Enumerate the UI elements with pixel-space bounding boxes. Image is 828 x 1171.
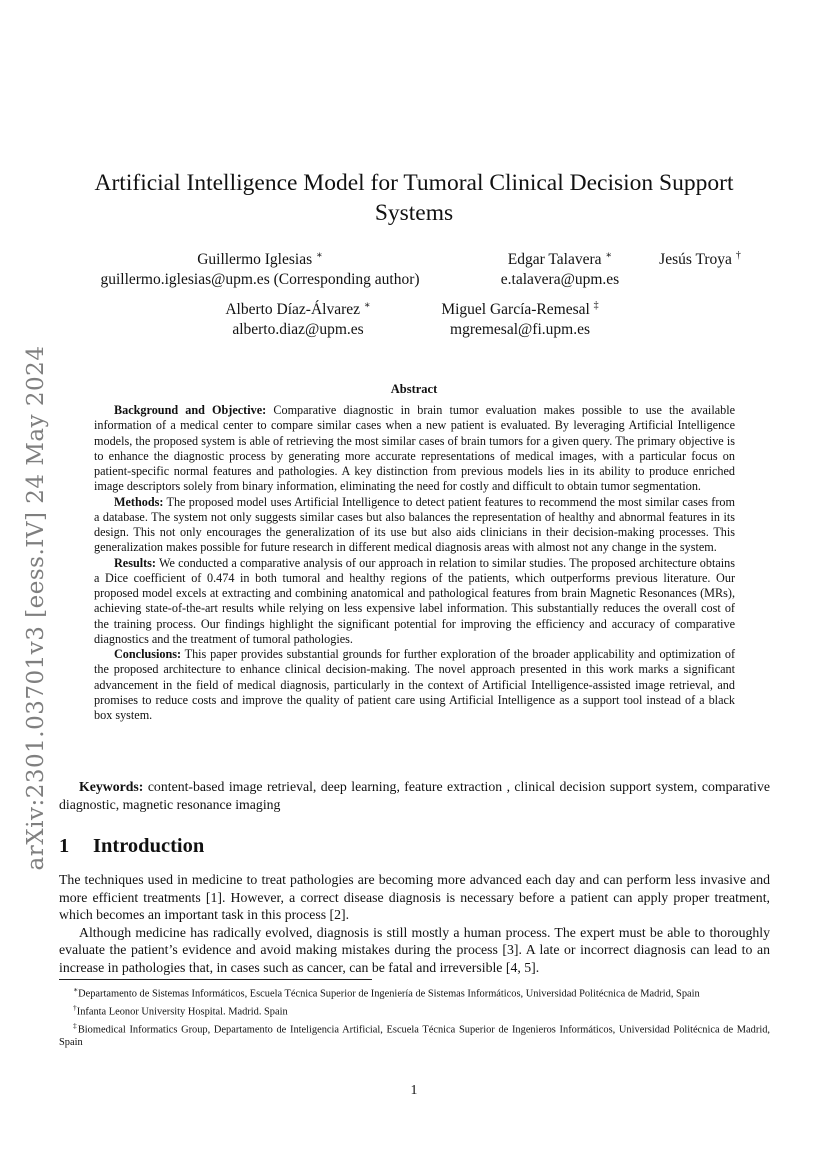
footnotes: [59, 983, 770, 1050]
keywords-text: content-based image retrieval, deep learning, feature extraction , clinical decision support system, comparative diagnostic, magnetic resonance imaging: [59, 779, 771, 812]
keywords-paragraph: [59, 778, 770, 813]
abstract-heading: Abstract: [390, 382, 438, 396]
author-name: Miguel García-Remesal ‡: [441, 300, 599, 319]
author-email: alberto.diaz@upm.es: [232, 321, 364, 339]
abstract-background-label: Background and Objective:: [114, 403, 267, 417]
author-block-4: [198, 296, 398, 340]
abstract-methods-label: Methods:: [114, 494, 164, 509]
author-block-5: [420, 296, 620, 340]
abstract-body: [94, 403, 735, 723]
abstract-results-paragraph: [94, 556, 735, 648]
abstract-conclusions-label: Conclusions:: [114, 647, 182, 661]
author-name: Jesús Troya †: [659, 250, 741, 269]
abstract-results-text: We conducted a comparative analysis of our approach in relation to similar studies. The proposed architecture obtains a Dice coefficient of 0.474 in both tumoral and healthy regions of the patients, which outperforms previous literature. Our proposed model excels at extracting and combining anatomical and pathological features from brain Magnetic Resonances (MRs), achieving state-of-the-art results while relying on less expensive label information. This substantially reduces the overall cost of the training process. Our findings highlight the significant potential for improving the efficiency and accuracy of comparative diagnostics and the treatment of tumoral pathologies.: [94, 555, 735, 646]
abstract-background-text: Comparative diagnostic in brain tumor evaluation makes possible to use the available information of a medical center to compare similar cases when a new patient is evaluated. By leveraging Artificial Intelligence models, the proposed system is able of retrieving the most similar cases of brain tumors for a given query. The primary objective is to enhance the diagnostic process by generating more accurate representations of medical images, with a particular focus on patient-specific normal features and pathologies. A key distinction from previous models lies in its ability to produce enriched image descriptors solely from binary information, eliminating the need for costly and difficult to obtain tumor segmentation.: [94, 403, 735, 494]
author-name: Edgar Talavera ∗: [507, 250, 613, 269]
author-email: mgremesal@fi.upm.es: [450, 321, 590, 339]
abstract-conclusions-text: This paper provides substantial grounds for further exploration of the broader applicability and optimization of the proposed architecture to enhance clinical decision-making. The novel approach presented in this work marks a significant advancement in the field of medical diagnosis, particularly in the context of Artificial Intelligence-assisted image retrieval, and promises to reduce costs and improve the quality of patient care using Artificial Intelligence as a support tool instead of a black box system.: [94, 647, 735, 722]
author-block-2: [460, 246, 660, 290]
section-heading: [59, 835, 204, 858]
footnote: ∗Departamento de Sistemas Informáticos, Escuela Técnica Superior de Ingeniería de Sistemas Informáticos, Universidad Politécnica de Madrid, Spain: [73, 985, 700, 1000]
abstract-methods-text: The proposed model uses Artificial Intelligence to detect patient features to recommend the most similar cases from a database. The system not only suggests similar cases but also balances the representation of healthy and abnormal features in its design. This not only encourages the generalization of its use but also aids clinicians in their decision-making processes. This generalization makes possible for future research in different medical diagnosis areas with almost not any change in the system.: [94, 494, 735, 555]
abstract-results-label: Results:: [114, 555, 156, 570]
section-title: Introduction: [93, 835, 205, 857]
abstract-conclusions-paragraph: [94, 647, 735, 723]
keywords-label: Keywords:: [79, 779, 144, 794]
footnote-divider: [59, 979, 372, 980]
abstract-background-paragraph: [94, 403, 735, 495]
body-paragraph: Although medicine has radically evolved, diagnosis is still mostly a human process. The expert must be able to thoroughly evaluate the patient’s evidence and avoid making mistakes during the process [3]. A late or incorrect diagnosis can lead to an increase in pathologies that, in cases such as cancer, can be fatal and irreversible [4, 5].: [59, 924, 770, 975]
author-name: Guillermo Iglesias ∗: [197, 250, 323, 269]
author-block-1: [0, 246, 520, 290]
paper-title: Artificial Intelligence Model for Tumoral Clinical Decision Support Systems: [94, 170, 734, 226]
footnote: †Infanta Leonor University Hospital. Madrid. Spain: [73, 1002, 288, 1018]
page-number: 1: [410, 1082, 418, 1097]
author-block-3: [634, 246, 766, 270]
author-email: e.talavera@upm.es: [500, 271, 620, 289]
body-paragraph: The techniques used in medicine to treat pathologies are becoming more advanced each day and can perform less invasive and more efficient treatments [1]. However, a correct disease diagnosis is necessary before a patient can apply proper treatment, which becomes an important task in this process [2].: [59, 872, 770, 922]
arxiv-identifier-stamp: arXiv:2301.03701v3 [eess.IV] 24 May 2024: [23, 345, 49, 871]
footnote: ‡Biomedical Informatics Group, Departamento de Inteligencia Artificial, Escuela Técnica Superior de Ingenieros Informáticos, Universidad Politécnica de Madrid, Spain: [59, 1020, 770, 1049]
author-email: guillermo.iglesias@upm.es (Corresponding author): [100, 271, 420, 289]
introduction-body: [59, 871, 770, 976]
abstract-methods-paragraph: [94, 495, 735, 556]
section-number: 1: [59, 835, 70, 857]
author-name: Alberto Díaz-Álvarez ∗: [225, 300, 371, 319]
